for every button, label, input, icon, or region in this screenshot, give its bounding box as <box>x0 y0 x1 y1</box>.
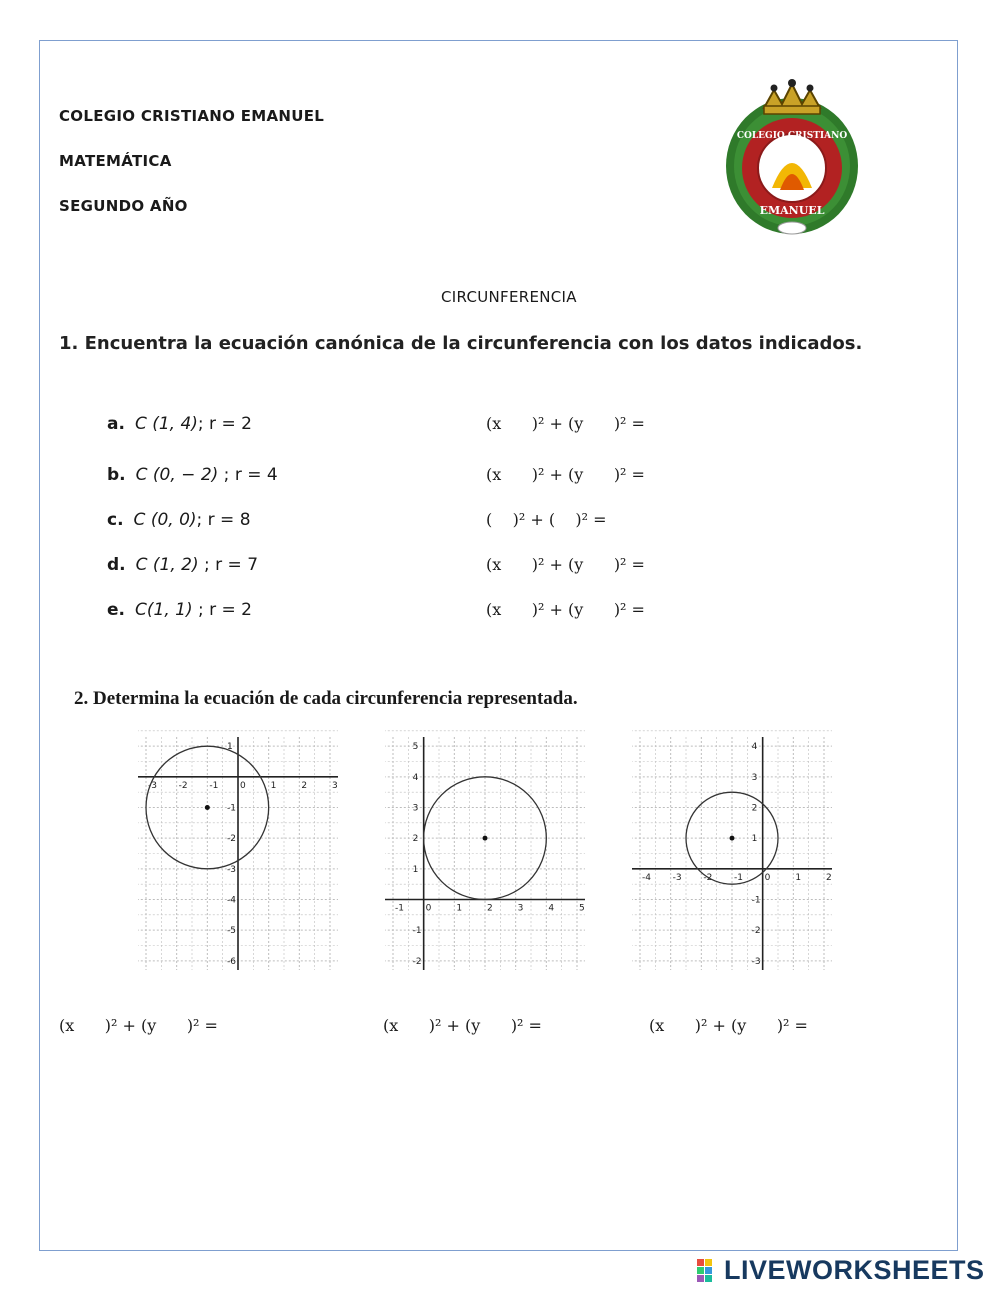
item-b <box>107 465 278 485</box>
item-center: C (0, 0) <box>133 510 197 530</box>
logo-text-top: COLEGIO CRISTIANO <box>736 131 848 141</box>
item-radius: ; r = 2 <box>192 600 252 620</box>
circle-graph-3 <box>632 726 832 981</box>
x-tick-label: 0 <box>764 872 771 883</box>
x-tick-label: 2 <box>301 780 308 791</box>
y-tick-label: 5 <box>412 742 419 753</box>
circle-graph-1 <box>138 726 338 981</box>
x-tick-label: 1 <box>270 780 277 791</box>
y-tick-label: -2 <box>227 834 236 845</box>
item-d <box>107 555 258 575</box>
y-tick-label: 2 <box>751 803 758 814</box>
item-label: c. <box>107 510 124 530</box>
item-c <box>107 510 251 530</box>
x-tick-label: -2 <box>703 872 713 883</box>
y-tick-label: 1 <box>227 742 233 753</box>
item-radius: ; r = 8 <box>196 510 251 530</box>
question-1-prompt: 1. Encuentra la ecuación canónica de la circunferencia con los datos indicados. <box>59 333 863 354</box>
x-tick-label: 3 <box>332 780 338 791</box>
grade-name: SEGUNDO AÑO <box>59 197 188 215</box>
y-tick-label: 4 <box>751 742 758 753</box>
y-tick-label: -3 <box>227 864 236 875</box>
x-tick-label: -4 <box>642 872 651 883</box>
y-tick-label: -6 <box>227 956 236 967</box>
item-radius: ; r = 4 <box>218 465 278 485</box>
item-radius: ; r = 2 <box>197 414 252 434</box>
item-center: C (1, 2) <box>135 555 199 575</box>
y-tick-label: -1 <box>227 803 236 814</box>
liveworksheets-brand: LIVEWORKSHEETS <box>724 1255 985 1285</box>
x-tick-label: 0 <box>240 780 246 791</box>
circle-graph-2 <box>385 726 585 981</box>
y-tick-label: -1 <box>751 895 761 906</box>
answer-field-c[interactable]: ( )² + ( )² = <box>486 510 607 529</box>
y-tick-label: 1 <box>751 834 758 845</box>
x-tick-label: 4 <box>548 903 555 914</box>
x-tick-label: -1 <box>395 903 404 914</box>
answer-field-a[interactable]: (x )² + (y )² = <box>486 414 645 433</box>
y-tick-label: 4 <box>412 772 419 783</box>
graph-answer-field-3[interactable]: (x )² + (y )² = <box>649 1016 808 1035</box>
graph-answer-field-2[interactable]: (x )² + (y )² = <box>383 1016 542 1035</box>
center-point <box>483 836 488 841</box>
item-center: C (0, − 2) <box>135 465 219 485</box>
item-radius: ; r = 7 <box>198 555 259 575</box>
x-tick-label: 1 <box>456 903 463 914</box>
y-tick-label: -2 <box>412 956 422 967</box>
x-tick-label: 3 <box>517 903 524 914</box>
answer-field-e[interactable]: (x )² + (y )² = <box>486 600 645 619</box>
y-tick-label: 3 <box>412 803 419 814</box>
x-tick-label: -2 <box>178 780 188 791</box>
logo-text-bottom: EMANUEL <box>759 204 825 217</box>
x-tick-label: -1 <box>209 780 219 791</box>
graph-answer-field-1[interactable]: (x )² + (y )² = <box>59 1016 218 1035</box>
liveworksheets-icon <box>697 1259 721 1283</box>
item-center: C(1, 1) <box>135 600 193 620</box>
y-tick-label: 3 <box>751 772 758 783</box>
center-point <box>730 836 735 841</box>
item-label: d. <box>107 555 126 575</box>
y-tick-label: 2 <box>412 834 419 845</box>
school-logo <box>722 78 862 238</box>
y-tick-label: -3 <box>751 956 761 967</box>
x-tick-label: 1 <box>795 872 802 883</box>
y-tick-label: -5 <box>227 926 236 937</box>
y-tick-label: 1 <box>412 864 419 875</box>
page-title: CIRCUNFERENCIA <box>441 288 577 306</box>
x-tick-label: 0 <box>425 903 432 914</box>
x-tick-label: 2 <box>826 872 832 883</box>
x-tick-label: -3 <box>672 872 682 883</box>
answer-field-d[interactable]: (x )² + (y )² = <box>486 555 645 574</box>
y-tick-label: -1 <box>412 926 422 937</box>
x-tick-label: 5 <box>579 903 585 914</box>
center-point <box>205 805 210 810</box>
item-label: a. <box>107 414 125 434</box>
y-tick-label: -4 <box>227 895 236 906</box>
answer-field-b[interactable]: (x )² + (y )² = <box>486 465 645 484</box>
question-2-prompt: 2. Determina la ecuación de cada circunferencia representada. <box>74 688 578 709</box>
x-tick-label: 2 <box>487 903 493 914</box>
subject-name: MATEMÁTICA <box>59 152 172 170</box>
item-center: C (1, 4) <box>134 414 198 434</box>
item-a <box>107 414 252 434</box>
x-tick-label: -1 <box>734 872 743 883</box>
item-label: e. <box>107 600 125 620</box>
item-label: b. <box>107 465 126 485</box>
x-tick-label: -3 <box>148 780 157 791</box>
item-e <box>107 600 252 620</box>
y-tick-label: -2 <box>751 926 761 937</box>
school-name: COLEGIO CRISTIANO EMANUEL <box>59 107 325 125</box>
